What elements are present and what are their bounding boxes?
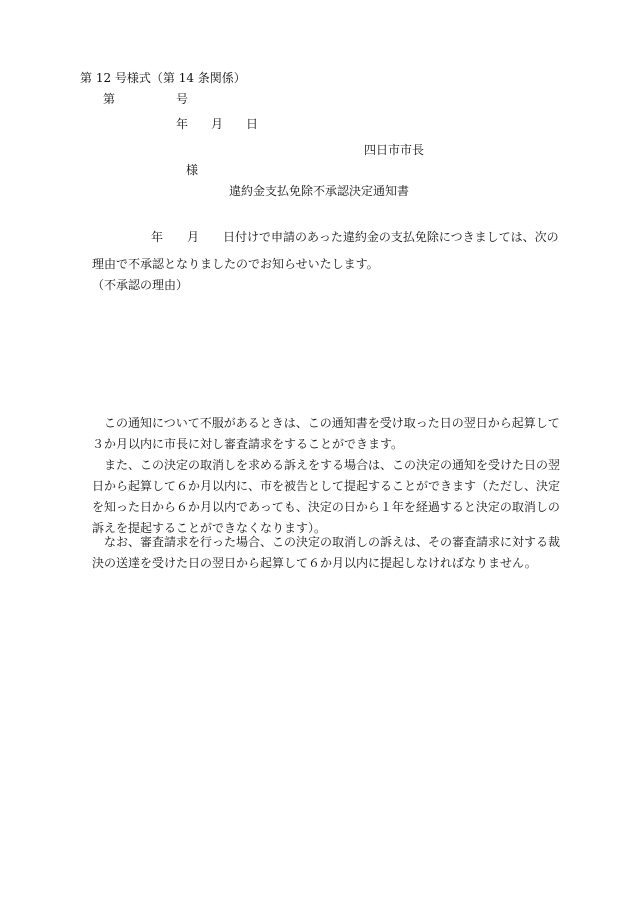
recipient-honorific: 様 <box>186 163 199 177</box>
notice-2-line-2: 日から起算して６か月以内に、市を被告として提起することができます（ただし、決定 <box>92 479 561 493</box>
form-number: 第 12 号様式（第 14 条関係） <box>80 71 246 85</box>
document-number-prefix: 第 <box>103 92 116 106</box>
date-month: 月 <box>211 117 224 131</box>
date-year: 年 <box>176 117 189 131</box>
date-day: 日 <box>246 117 259 131</box>
notice-1-line-1: この通知について不服があるときは、この通知書を受け取った日の翌日から起算して <box>104 416 560 430</box>
notice-2-line-4: 訴えを提起することができなくなります）。 <box>92 521 327 535</box>
reason-heading: （不承認の理由） <box>92 278 189 292</box>
document-title: 違約金支払免除不承認決定通知書 <box>229 184 410 198</box>
notice-1-line-2: ３か月以内に市長に対し審査請求をすることができます。 <box>92 437 404 451</box>
issuer-name: 四日市市長 <box>364 143 425 157</box>
intro-line-1: 日付けで申請のあった違約金の支払免除につきましては、次の <box>223 230 559 244</box>
intro-month: 月 <box>187 230 200 244</box>
notice-2-line-1: また、この決定の取消しを求める訴えをする場合は、この決定の通知を受けた日の翌 <box>104 458 561 472</box>
notice-3-line-1: なお、審査請求を行った場合、この決定の取消しの訴えは、その審査請求に対する裁 <box>104 535 561 549</box>
intro-year: 年 <box>151 230 164 244</box>
notice-2-line-3: を知った日から６か月以内であっても、決定の日から１年を経過すると決定の取消しの <box>92 500 560 514</box>
notice-3-line-2: 決の送達を受けた日の翌日から起算して６か月以内に提起しなければなりません。 <box>92 556 537 570</box>
intro-line-2: 理由で不承認となりましたのでお知らせいたします。 <box>92 257 379 271</box>
document-number-suffix: 号 <box>176 92 189 106</box>
